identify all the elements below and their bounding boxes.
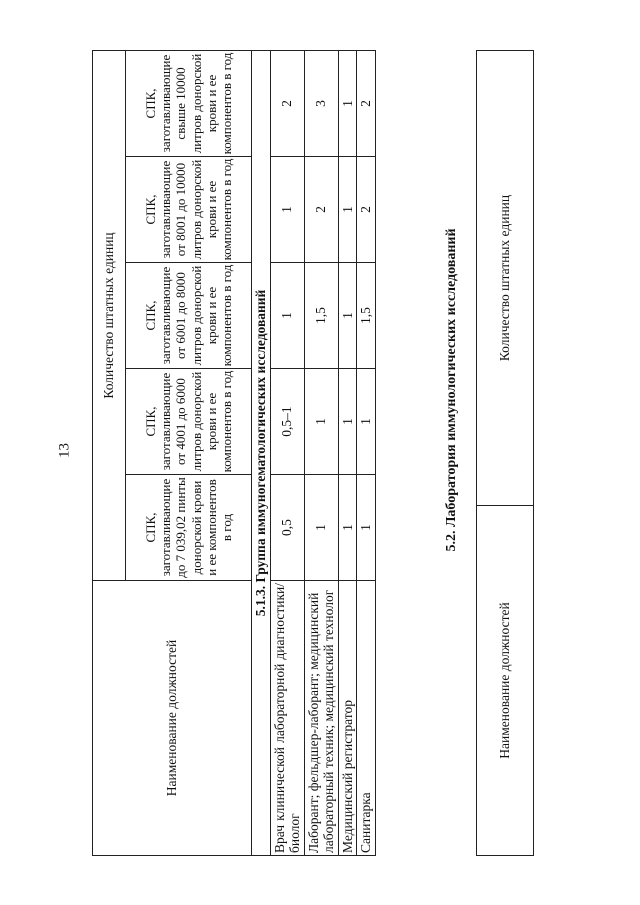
cell: 2 <box>270 50 304 156</box>
row-name: Врач клинической лабораторной диагностики/биолог <box>270 581 304 856</box>
header-position: Наименование должностей <box>477 506 534 856</box>
column-header: СПК, заготавливающие до 7 039,02 пинты донорской крови и ее компонентов в год <box>126 475 252 581</box>
column-header: СПК, заготавливающие от 4001 до 6000 литров донорской крови и ее компонентов в год <box>126 369 252 475</box>
section-heading: 5.2. Лаборатория иммунологических исследований <box>444 228 459 552</box>
cell: 1 <box>338 475 357 581</box>
cell: 3 <box>304 50 338 156</box>
cell: 1 <box>304 369 338 475</box>
row-name: Санитарка <box>357 581 376 856</box>
cell: 1 <box>270 157 304 263</box>
header-units: Количество штатных единиц <box>93 50 126 580</box>
cell: 1,5 <box>304 263 338 369</box>
table-row <box>270 50 304 855</box>
table-row <box>338 50 357 855</box>
table-row <box>357 50 376 855</box>
cell: 2 <box>357 50 376 156</box>
table-row <box>304 50 338 855</box>
cell: 1 <box>338 157 357 263</box>
cell: 1 <box>357 369 376 475</box>
cell: 1 <box>338 369 357 475</box>
cell: 1 <box>270 263 304 369</box>
cell: 0,5–1 <box>270 369 304 475</box>
row-name: Лаборант; фельдшер-лаборант; медицинский лабораторный техник; медицинский технолог <box>304 581 338 856</box>
staffing-table-2 <box>476 51 534 856</box>
cell: 1 <box>304 475 338 581</box>
cell: 2 <box>304 157 338 263</box>
cell: 1 <box>338 263 357 369</box>
cell: 0,5 <box>270 475 304 581</box>
header-position: Наименование должностей <box>93 581 252 856</box>
cell: 2 <box>357 157 376 263</box>
column-header: СПК, заготавливающие свыше 10000 литров донорской крови и ее компонентов в год <box>126 50 252 156</box>
header-units: Количество штатных единиц <box>477 51 534 506</box>
cell: 1,5 <box>357 263 376 369</box>
column-header: СПК, заготавливающие от 8001 до 10000 литров донорской крови и ее компонентов в год <box>126 157 252 263</box>
staffing-table <box>92 51 373 856</box>
row-name: Медицинский регистратор <box>338 581 357 856</box>
section-title: 5.1.3. Группа иммуногематологических исследований <box>252 50 271 855</box>
cell: 1 <box>338 50 357 156</box>
column-header: СПК, заготавливающие от 6001 до 8000 литров донорской крови и ее компонентов в год <box>126 263 252 369</box>
page-number: 13 <box>56 443 73 458</box>
cell: 1 <box>357 475 376 581</box>
